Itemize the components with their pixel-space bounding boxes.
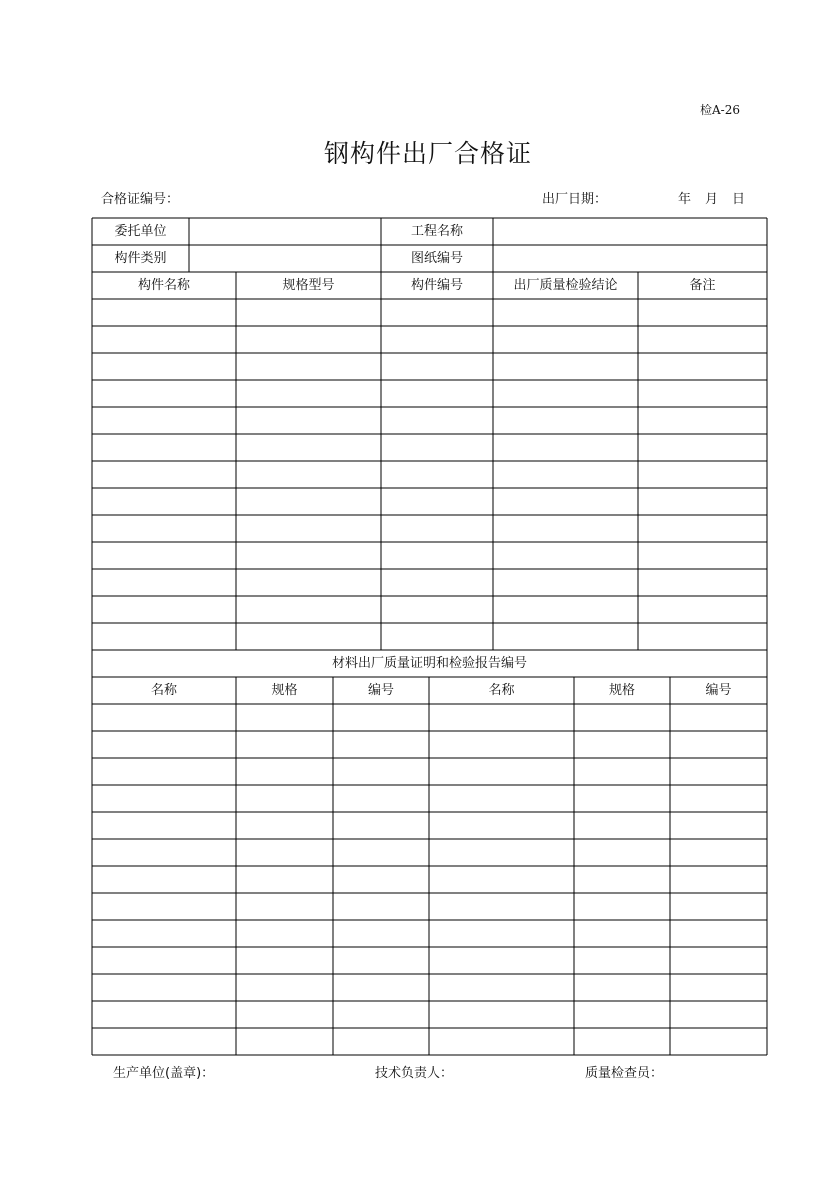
component-table-cell[interactable] [381,326,493,353]
materials-table-cell[interactable] [92,893,236,920]
materials-table-cell[interactable] [236,1001,333,1028]
materials-table-header: 规格 [608,683,635,698]
materials-table-cell[interactable] [574,839,670,866]
component-table-cell[interactable] [493,515,638,542]
project-name-field[interactable] [493,218,767,245]
materials-table-cell[interactable] [333,947,429,974]
component-table-cell[interactable] [381,299,493,326]
component-table-cell[interactable] [638,488,767,515]
component-table-cell[interactable] [236,542,381,569]
materials-table-cell[interactable] [670,812,767,839]
component-table-cell[interactable] [638,407,767,434]
client-label: 委托单位 [114,224,167,239]
materials-table-cell[interactable] [92,947,236,974]
materials-table-cell[interactable] [670,974,767,1001]
component-table-cell[interactable] [92,515,236,542]
component-table-header: 构件名称 [137,278,190,293]
component-category-label: 构件类别 [114,251,167,266]
component-table-header: 构件编号 [410,278,463,293]
materials-table-cell[interactable] [574,947,670,974]
materials-table-cell[interactable] [574,866,670,893]
materials-table-cell[interactable] [429,785,574,812]
materials-table-cell[interactable] [574,704,670,731]
project-name-label: 工程名称 [410,224,463,239]
materials-table-cell[interactable] [429,1028,574,1055]
month-label: 月 [705,192,719,207]
component-table-cell[interactable] [493,488,638,515]
component-table-header: 出厂质量检验结论 [513,278,618,293]
component-table-cell[interactable] [236,515,381,542]
component-table-cell[interactable] [92,461,236,488]
materials-table-cell[interactable] [429,731,574,758]
component-table-cell[interactable] [493,299,638,326]
materials-table-cell[interactable] [92,812,236,839]
component-table-cell[interactable] [381,380,493,407]
component-table-cell[interactable] [92,407,236,434]
materials-table-cell[interactable] [92,704,236,731]
materials-table-header: 名称 [488,683,515,698]
materials-table-cell[interactable] [333,866,429,893]
component-table-cell[interactable] [493,380,638,407]
component-table-header: 规格型号 [282,278,335,293]
materials-section-title: 材料出厂质量证明和检验报告编号 [331,656,527,671]
materials-table-cell[interactable] [670,731,767,758]
component-table-cell[interactable] [92,596,236,623]
materials-table-cell[interactable] [333,731,429,758]
materials-table-cell[interactable] [236,704,333,731]
client-field[interactable] [189,218,381,245]
materials-table-cell[interactable] [429,839,574,866]
year-label: 年 [678,192,692,207]
materials-table-cell[interactable] [333,839,429,866]
day-label: 日 [732,192,746,207]
materials-table-cell[interactable] [92,785,236,812]
technical-lead-label: 技术负责人： [375,1066,454,1081]
materials-table-cell[interactable] [670,1028,767,1055]
materials-table-cell[interactable] [92,1001,236,1028]
component-table-cell[interactable] [236,380,381,407]
materials-table-cell[interactable] [429,866,574,893]
component-table-cell[interactable] [381,569,493,596]
materials-table-cell[interactable] [670,704,767,731]
materials-table-header: 编号 [367,683,394,698]
form-code: 检A-26 [700,103,740,117]
materials-table-header: 规格 [271,683,298,698]
materials-table-cell[interactable] [574,1001,670,1028]
component-table-header: 备注 [689,278,716,293]
component-table-cell[interactable] [638,515,767,542]
component-table-cell[interactable] [92,326,236,353]
component-table-cell[interactable] [493,623,638,650]
production-unit-label: 生产单位(盖章)： [113,1066,215,1081]
materials-table-cell[interactable] [429,704,574,731]
materials-table-header: 编号 [705,683,732,698]
materials-table-cell[interactable] [236,812,333,839]
materials-table-cell[interactable] [574,893,670,920]
component-table-cell[interactable] [236,299,381,326]
materials-table-cell[interactable] [236,731,333,758]
materials-table-cell[interactable] [670,785,767,812]
quality-inspector-label: 质量检查员： [585,1066,664,1081]
component-table-cell[interactable] [236,623,381,650]
materials-table-cell[interactable] [574,1028,670,1055]
materials-table-cell[interactable] [429,893,574,920]
component-table-cell[interactable] [638,542,767,569]
materials-table-cell[interactable] [333,785,429,812]
materials-table-cell[interactable] [670,920,767,947]
component-table-cell[interactable] [638,299,767,326]
materials-table-cell[interactable] [92,839,236,866]
component-table-cell[interactable] [493,542,638,569]
component-table-cell[interactable] [493,461,638,488]
component-table-cell[interactable] [638,596,767,623]
materials-table-cell[interactable] [429,758,574,785]
materials-table-cell[interactable] [236,758,333,785]
component-table-cell[interactable] [638,434,767,461]
materials-table-cell[interactable] [236,866,333,893]
component-table-cell[interactable] [381,515,493,542]
materials-table-cell[interactable] [92,731,236,758]
materials-table-cell[interactable] [429,947,574,974]
drawing-number-label: 图纸编号 [410,251,463,266]
component-table-cell[interactable] [493,596,638,623]
materials-table-cell[interactable] [92,758,236,785]
materials-table-cell[interactable] [92,974,236,1001]
component-table-cell[interactable] [638,353,767,380]
component-table-cell[interactable] [92,569,236,596]
materials-table-cell[interactable] [670,866,767,893]
component-table-cell[interactable] [236,461,381,488]
component-table-cell[interactable] [381,596,493,623]
component-table-cell[interactable] [92,353,236,380]
component-table-cell[interactable] [638,569,767,596]
component-table-cell[interactable] [381,542,493,569]
component-table-cell[interactable] [236,434,381,461]
component-table-cell[interactable] [493,353,638,380]
materials-table-cell[interactable] [236,893,333,920]
materials-table-cell[interactable] [670,947,767,974]
component-table-cell[interactable] [638,380,767,407]
component-table-cell[interactable] [92,623,236,650]
component-table-cell[interactable] [493,569,638,596]
component-table-cell[interactable] [236,407,381,434]
component-table-cell[interactable] [381,407,493,434]
component-table-cell[interactable] [92,299,236,326]
materials-table-cell[interactable] [236,947,333,974]
materials-table-cell[interactable] [333,1001,429,1028]
component-table-cell[interactable] [92,434,236,461]
materials-table-cell[interactable] [236,785,333,812]
component-table-cell[interactable] [92,380,236,407]
materials-table-cell[interactable] [670,758,767,785]
materials-table-cell[interactable] [333,812,429,839]
component-table-cell[interactable] [381,353,493,380]
component-table-cell[interactable] [236,569,381,596]
component-table-cell[interactable] [381,488,493,515]
materials-table-cell[interactable] [429,974,574,1001]
component-table-cell[interactable] [493,326,638,353]
component-table-cell[interactable] [638,461,767,488]
component-table-cell[interactable] [381,623,493,650]
cert-number-label: 合格证编号： [101,192,180,207]
component-table-cell[interactable] [236,488,381,515]
materials-table-cell[interactable] [92,866,236,893]
materials-table-cell[interactable] [574,974,670,1001]
component-table-cell[interactable] [381,434,493,461]
component-table-cell[interactable] [493,407,638,434]
materials-table-cell[interactable] [236,974,333,1001]
component-table-cell[interactable] [236,596,381,623]
materials-table-cell[interactable] [92,920,236,947]
component-table-cell[interactable] [236,353,381,380]
materials-table-cell[interactable] [574,785,670,812]
materials-table-cell[interactable] [574,920,670,947]
materials-table-cell[interactable] [236,839,333,866]
materials-table-cell[interactable] [236,920,333,947]
component-category-field[interactable] [189,245,381,272]
materials-table-cell[interactable] [333,1028,429,1055]
materials-table-cell[interactable] [333,974,429,1001]
materials-table-cell[interactable] [429,812,574,839]
component-table-cell[interactable] [236,326,381,353]
materials-table-header: 名称 [150,683,177,698]
materials-table-cell[interactable] [574,758,670,785]
component-table-cell[interactable] [92,542,236,569]
component-table-cell[interactable] [92,488,236,515]
materials-table-cell[interactable] [670,839,767,866]
component-table-cell[interactable] [381,461,493,488]
component-table-cell[interactable] [638,623,767,650]
materials-table-cell[interactable] [670,1001,767,1028]
materials-table-cell[interactable] [574,812,670,839]
materials-table-cell[interactable] [429,920,574,947]
materials-table-cell[interactable] [670,893,767,920]
materials-table-cell[interactable] [333,704,429,731]
drawing-number-field[interactable] [493,245,767,272]
ship-date-label: 出厂日期： [542,192,608,207]
materials-table-cell[interactable] [333,758,429,785]
materials-table-cell[interactable] [236,1028,333,1055]
materials-table-cell[interactable] [333,920,429,947]
materials-table-cell[interactable] [333,893,429,920]
materials-table-cell[interactable] [92,1028,236,1055]
materials-table-cell[interactable] [574,731,670,758]
page-title: 钢构件出厂合格证 [323,139,532,168]
component-table-cell[interactable] [638,326,767,353]
materials-table-cell[interactable] [429,1001,574,1028]
component-table-cell[interactable] [493,434,638,461]
